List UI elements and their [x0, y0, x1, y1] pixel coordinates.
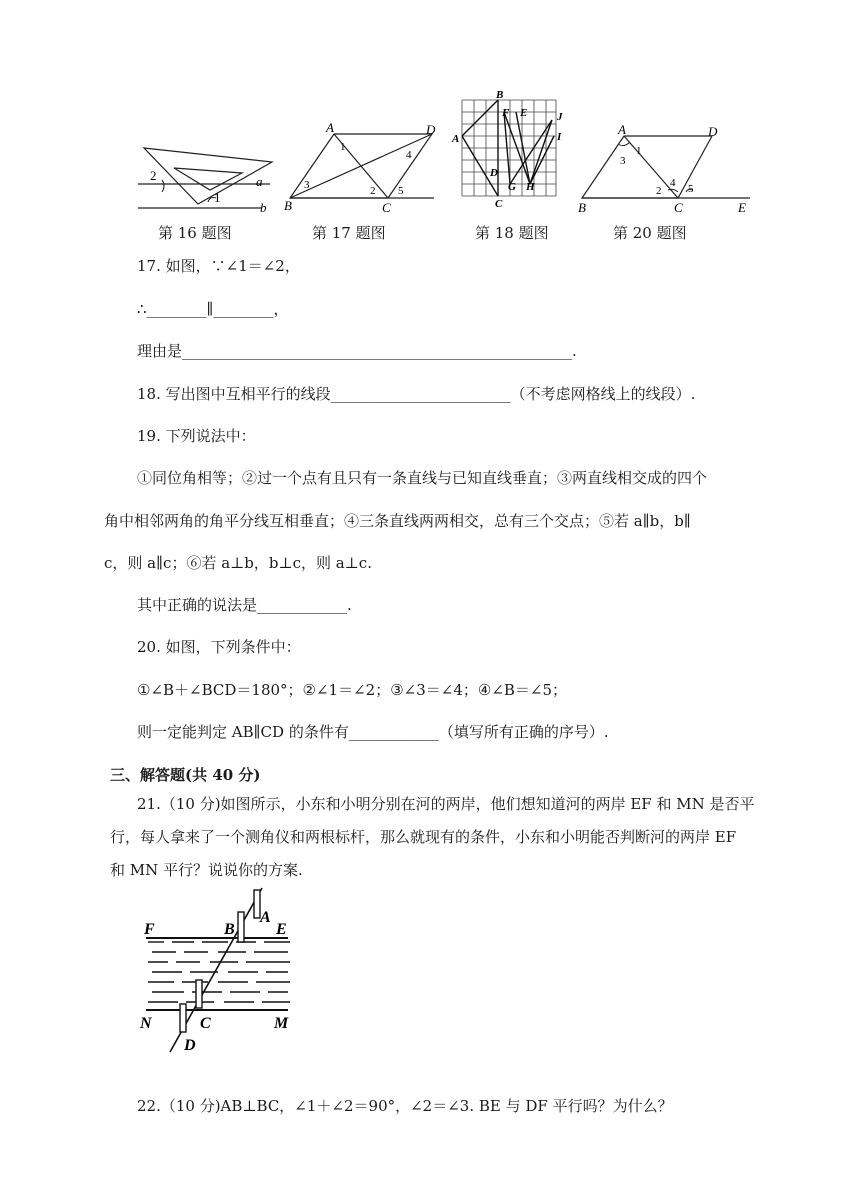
q19-line1: ①同位角相等；②过一个点有且只有一条直线与已知直线垂直；③两直线相交成的四个: [137, 469, 708, 487]
q19-title: 19. 下列说法中：: [137, 427, 256, 445]
fig20-num-3: 3: [620, 155, 626, 167]
fig17-label-A: A: [326, 120, 334, 135]
q17-line2: ∴________∥________，: [137, 300, 289, 318]
fig20-label-E: E: [738, 200, 746, 215]
q18-text: 18. 写出图中互相平行的线段________________________（不考虑网格线上的线段）.: [137, 385, 696, 403]
fig21-label-E: E: [276, 921, 287, 938]
q20-answer: 则一定能判定 AB∥CD 的条件有____________（填写所有正确的序号）.: [137, 723, 609, 741]
fig16-label-a: a: [256, 174, 263, 189]
fig17-caption: 第 17 题图: [312, 224, 386, 242]
figure-20: [574, 124, 756, 216]
q21-text: 21.（10 分)如图所示，小东和小明分别在河的两岸，他们想知道河的两岸 EF 和 MN 是否平行，每人拿来了一个测角仪和两根标杆，那么就现有的条件，小东和小明能否判断河的两岸 EF 和 MN 平行？说说你的方案.: [110, 795, 755, 879]
fig17-num-2: 2: [370, 185, 376, 197]
fig18-label-D: D: [490, 167, 498, 179]
fig17-num-3: 3: [304, 179, 310, 191]
q20-conditions: ①∠B＋∠BCD＝180°；②∠1＝∠2；③∠3＝∠4；④∠B＝∠5；: [137, 681, 568, 699]
fig18-label-E: E: [520, 107, 528, 119]
fig18-label-A: A: [452, 133, 460, 145]
fig17-label-C: C: [382, 200, 391, 215]
fig21-label-B: B: [224, 921, 235, 938]
fig20-label-C: C: [674, 200, 683, 215]
q19-line2: 角中相邻两角的角平分线互相垂直；④三条直线两两相交，总有三个交点；⑤若 a∥b，b∥: [104, 512, 691, 530]
fig16-caption: 第 16 题图: [158, 224, 232, 242]
fig21-label-D: D: [184, 1037, 196, 1054]
fig21-label-F: F: [144, 921, 155, 938]
fig21-label-C: C: [200, 1015, 211, 1032]
section-3-title: 三、解答题(共 40 分): [110, 766, 261, 784]
fig18-label-H: H: [526, 181, 535, 193]
q17-line3: 理由是____________________________________________________.: [137, 342, 577, 360]
fig18-label-C: C: [495, 198, 503, 208]
fig21-label-N: N: [140, 1015, 152, 1032]
q19-answer: 其中正确的说法是____________.: [137, 596, 352, 614]
figure-21: [138, 884, 306, 1056]
q17-line1: 17. 如图，∵∠1＝∠2，: [137, 257, 300, 275]
q22-text: 22.（10 分)AB⊥BC，∠1＋∠2＝90°，∠2＝∠3. BE 与 DF 平行吗？为什么？: [137, 1097, 673, 1115]
figure-16: [130, 140, 280, 220]
fig20-num-5: 5: [688, 183, 694, 195]
fig17-label-D: D: [426, 122, 436, 137]
fig20-label-D: D: [708, 124, 718, 139]
fig20-num-2: 2: [656, 185, 662, 197]
fig20-num-4: 4: [670, 177, 676, 189]
fig17-label-B: B: [284, 198, 292, 213]
fig17-num-1: 1: [340, 141, 346, 153]
figure-18: [450, 86, 570, 208]
fig18-label-B: B: [496, 89, 504, 101]
fig20-num-1: 1: [636, 145, 642, 157]
figure-17: [282, 120, 442, 215]
fig18-label-F: F: [502, 107, 510, 119]
fig21-label-M: M: [274, 1015, 289, 1032]
fig20-caption: 第 20 题图: [613, 224, 687, 242]
fig18-label-G: G: [508, 181, 516, 193]
fig16-label-1: 1: [214, 190, 221, 205]
fig18-label-J: J: [557, 111, 563, 123]
q20-title: 20. 如图，下列条件中：: [137, 638, 301, 656]
fig16-label-2: 2: [150, 168, 157, 183]
fig20-label-A: A: [618, 124, 626, 137]
fig18-label-I: I: [557, 131, 562, 143]
fig18-caption: 第 18 题图: [475, 224, 549, 242]
fig17-num-5: 5: [398, 185, 404, 197]
fig21-label-A: A: [260, 909, 271, 926]
fig20-label-B: B: [578, 200, 586, 215]
fig16-label-b: b: [260, 200, 267, 215]
q19-line3: c，则 a∥c；⑥若 a⊥b，b⊥c，则 a⊥c.: [104, 554, 372, 572]
fig17-num-4: 4: [406, 149, 412, 161]
